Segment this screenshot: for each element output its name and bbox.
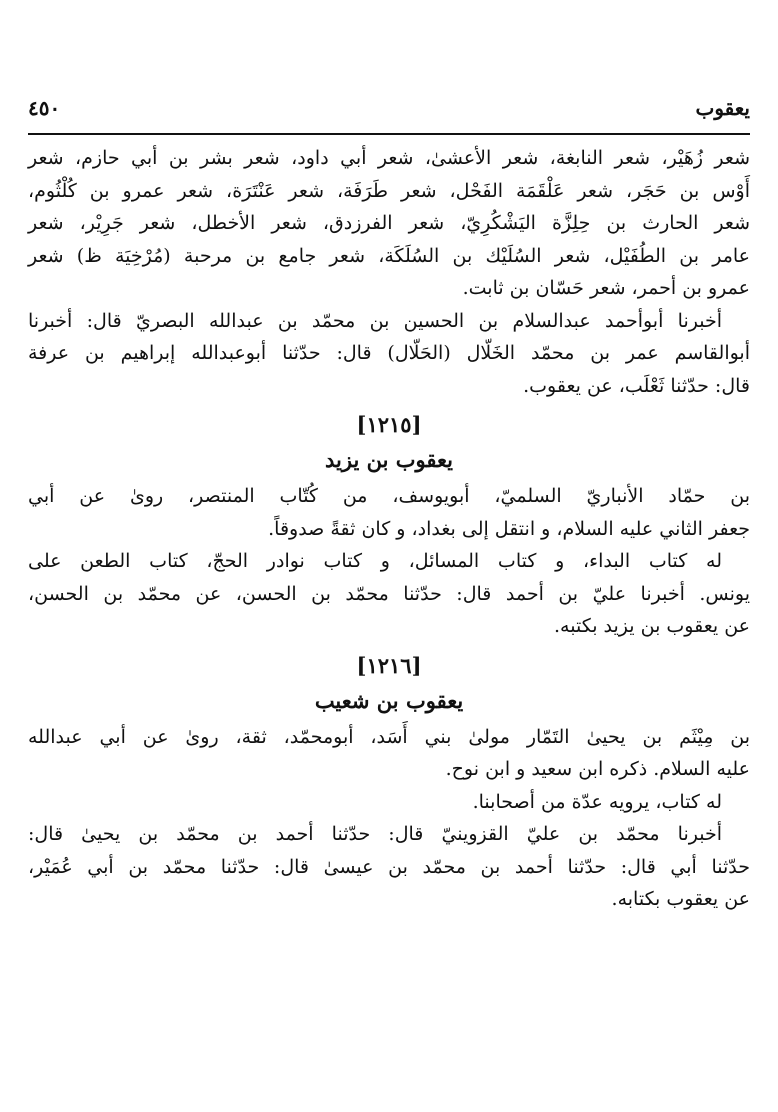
running-title: يعقوب	[695, 96, 750, 120]
text-line: عمرو بن أحمر، شعر حَسّان بن ثابت.	[462, 277, 750, 299]
header-rule	[28, 133, 750, 135]
entry-title: يعقوب بن شعيب	[314, 687, 464, 713]
intro-paragraph-2	[28, 305, 750, 403]
text-line: عليه السلام. ذكره ابن سعيد و ابن نوح.	[445, 758, 750, 780]
entry-paragraph	[28, 480, 750, 545]
text-line: عامر بن الطُفَيْل، شعر السُلَيْك بن السُلَكَة، شعر جامع بن مرحبة (مُرْخِيَة ظ) شعر	[28, 244, 750, 267]
entry-paragraph	[28, 721, 750, 786]
page-body	[28, 142, 750, 916]
entry-number: [١٢١٥]	[356, 412, 422, 437]
text-line: جعفر الثاني عليه السلام، و انتقل إلى بغداد، و كان ثقةً صدوقاً.	[268, 517, 750, 540]
text-line: أَوْس بن حَجَر، شعر عَلْقَمَة الفَحْل، شعر طَرَفَة، شعر عَنْتَرَة، شعر عمرو بن كُلْثُوم،	[28, 179, 750, 202]
text-line: حدّثنا أبي قال: حدّثنا أحمد بن محمّد بن عيسىٰ قال: حدّثنا محمّد بن أبي عُمَيْر،	[28, 855, 750, 878]
page-number: ٤٥٠	[28, 96, 61, 120]
text-line: له كتاب البداء، و كتاب المسائل، و كتاب نوادر الحجّ، كتاب الطعن على	[28, 550, 722, 572]
text-line: شعر زُهَيْر، شعر النابغة، شعر الأعشىٰ، شعر أبي داود، شعر بشر بن أبي حازم، شعر	[28, 147, 750, 169]
text-line: بن مِيْثَم بن يحيىٰ التَمّار مولىٰ بني أَسَد، أبومحمّد، ثقة، روىٰ عن أبي عبدالله	[28, 725, 750, 748]
running-header	[28, 96, 750, 126]
entry-paragraph	[28, 786, 750, 819]
text-line: شعر الحارث بن حِلِزَّة اليَشْكُرِيّ، شعر الفرزدق، شعر الأخطل، شعر جَرِيْر، شعر	[28, 212, 750, 234]
text-line: له كتاب، يرويه عدّة من أصحابنا.	[472, 790, 722, 813]
text-line: عن يعقوب بكتابه.	[611, 888, 750, 910]
text-line: أبوالقاسم عمر بن محمّد الخَلّال (الحَلّال) قال: حدّثنا أبوعبدالله إبراهيم بن عرفة	[28, 342, 750, 364]
entry-title: يعقوب بن يزيد	[325, 447, 453, 472]
text-line: أخبرنا محمّد بن عليّ القزوينيّ قال: حدّثنا أحمد بن محمّد بن يحيىٰ قال:	[28, 823, 722, 845]
entry-paragraph	[28, 818, 750, 916]
intro-paragraph-1	[28, 142, 750, 305]
entry-paragraph	[28, 545, 750, 643]
entry-number: [١٢١٦]	[356, 652, 422, 678]
text-line: بن حمّاد الأنباريّ السلميّ، أبويوسف، من كُتّاب المنتصر، روىٰ عن أبي	[28, 485, 750, 507]
text-line: يونس. أخبرنا عليّ بن أحمد قال: حدّثنا محمّد بن الحسن، عن محمّد بن الحسن،	[28, 582, 750, 605]
text-line: قال: حدّثنا ثَعْلَب، عن يعقوب.	[523, 374, 750, 397]
text-line: أخبرنا أبوأحمد عبدالسلام بن الحسين بن محمّد بن عبدالله البصريّ قال: أخبرنا	[28, 309, 722, 332]
book-page	[28, 0, 750, 1112]
text-line: عن يعقوب بن يزيد بكتبه.	[554, 615, 750, 637]
